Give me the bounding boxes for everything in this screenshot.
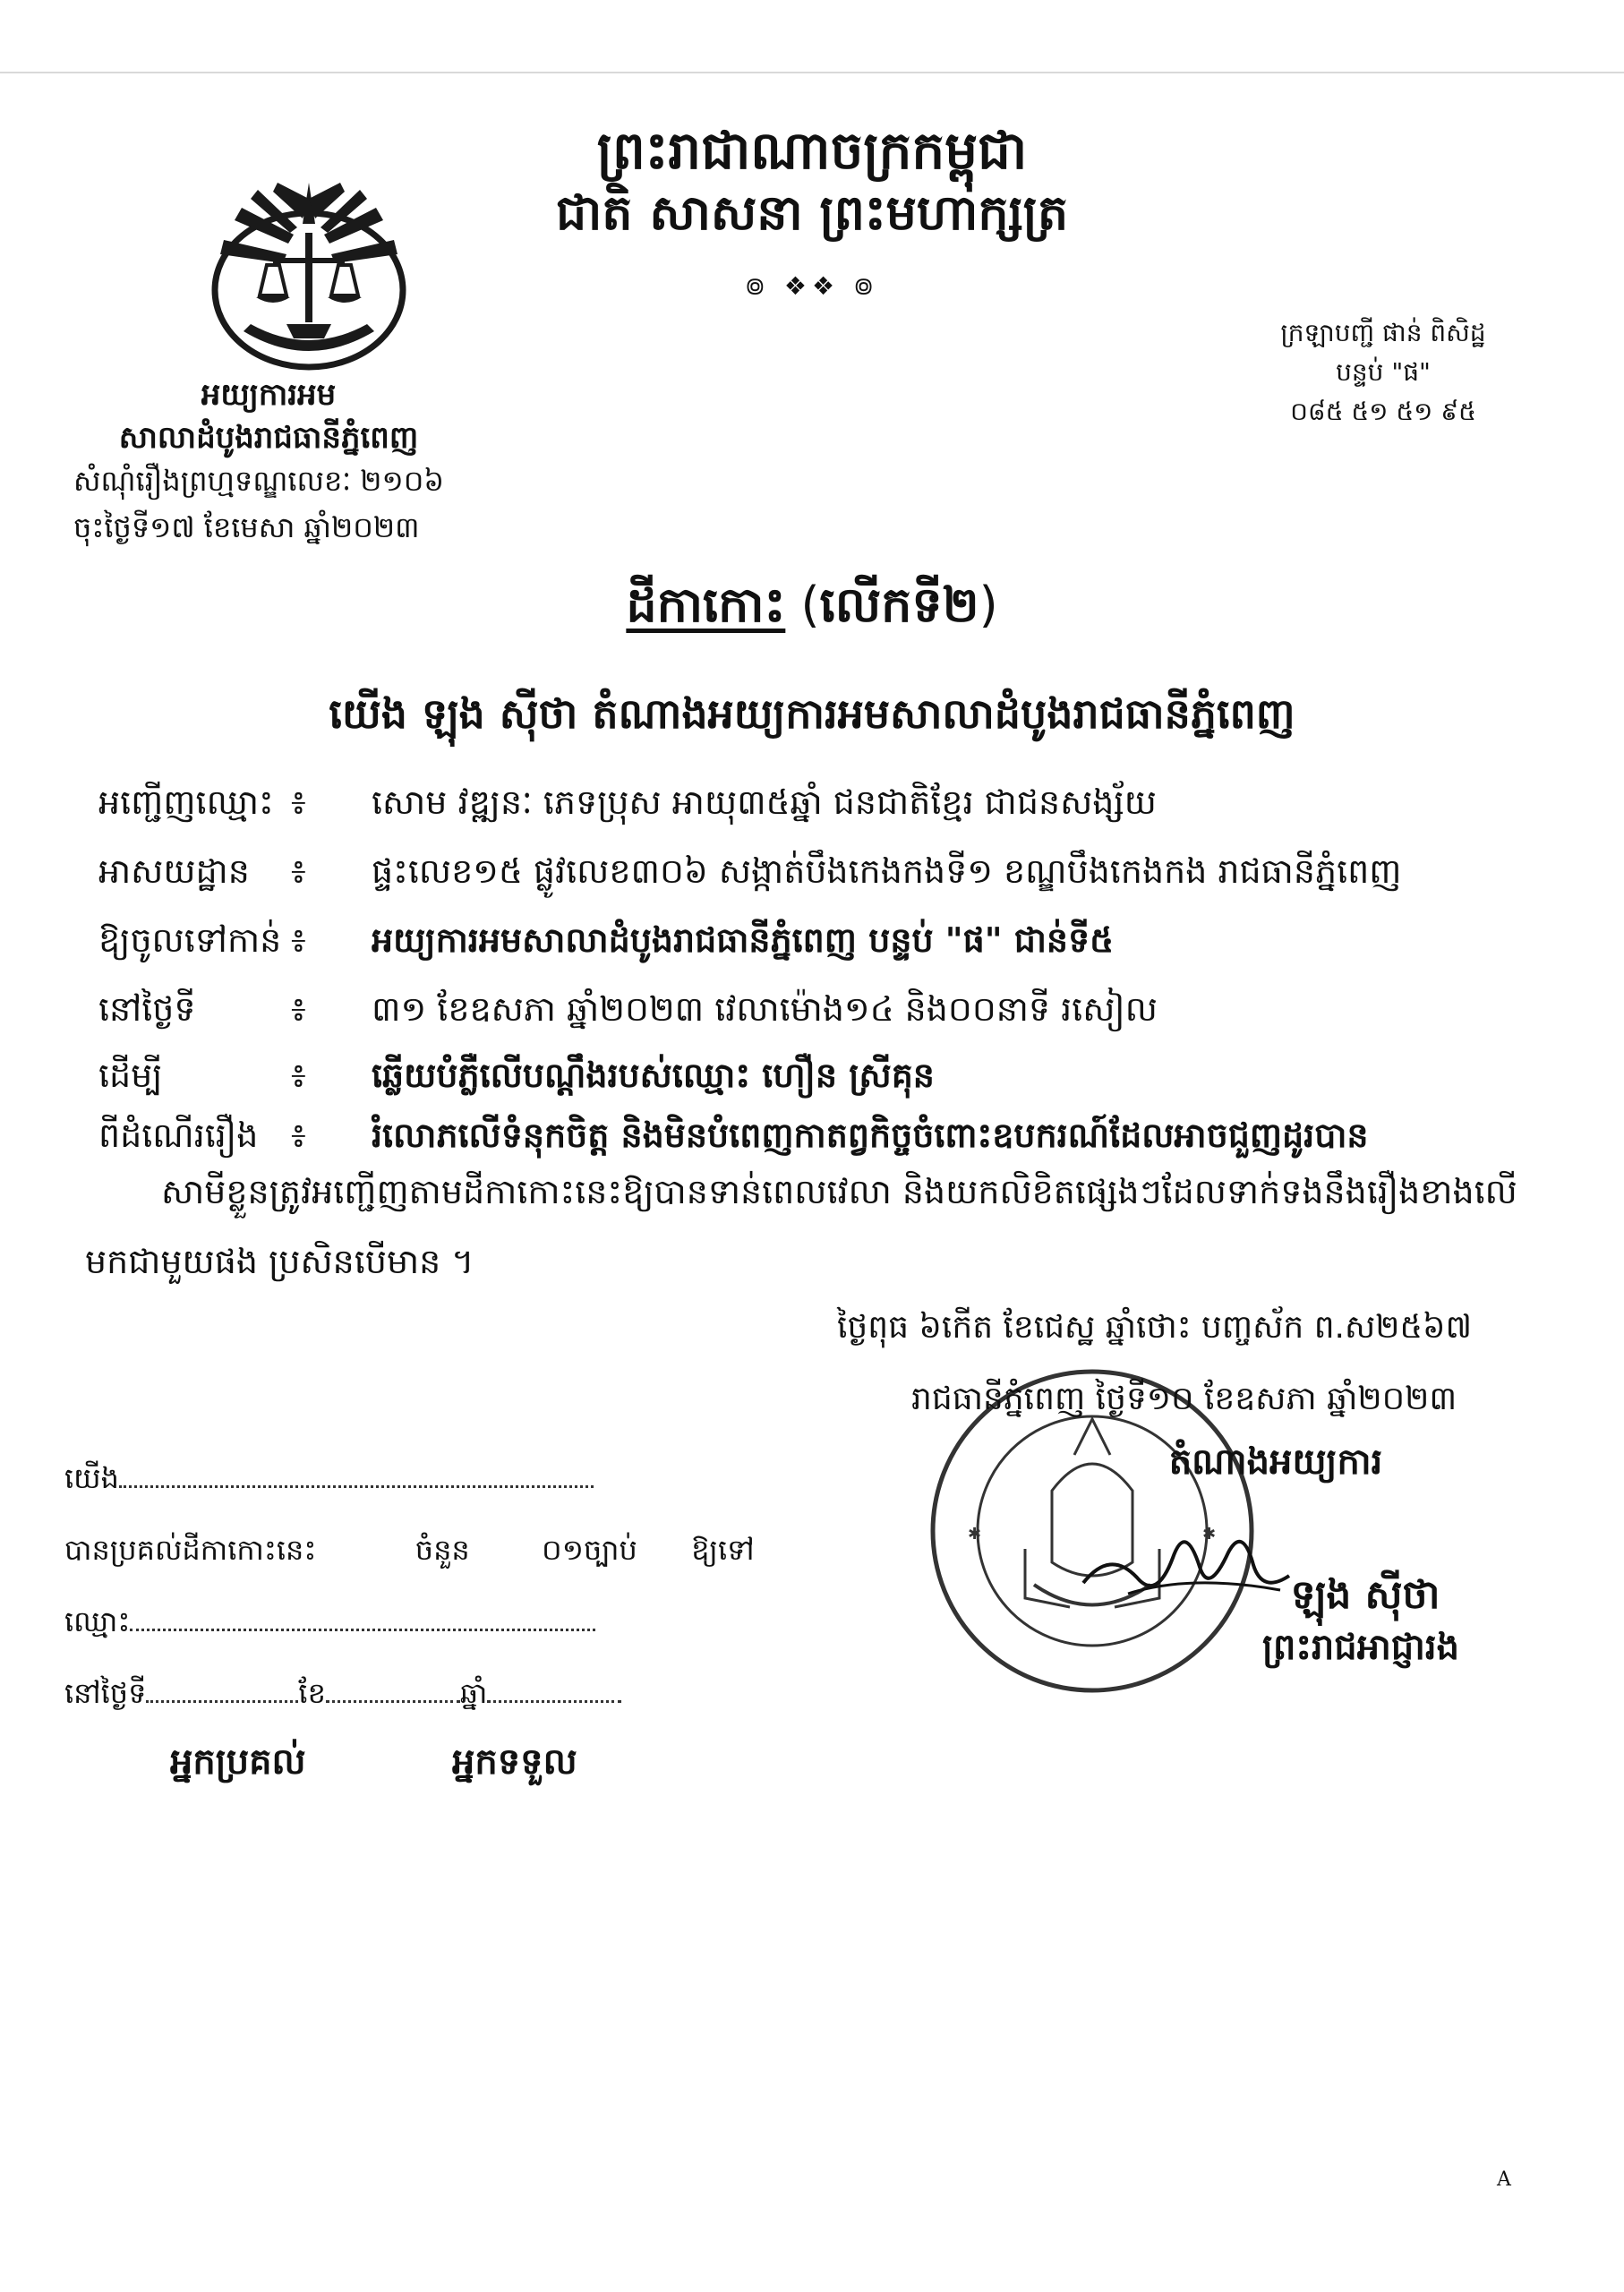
office-name-line2: សាលាដំបូងរាជធានីភ្នំពេញ bbox=[118, 420, 419, 456]
field-label: ដើម្បី bbox=[98, 1056, 163, 1095]
receipt-month-label: ខែ bbox=[298, 1676, 326, 1710]
signer-role: ព្រះរាជអាជ្ញារង bbox=[1262, 1627, 1459, 1668]
signing-date: រាជធានីភ្នំពេញ ថ្ងៃទី១០ ខែឧសភា ឆ្នាំ២០២៣ bbox=[911, 1381, 1457, 1417]
field-row-date bbox=[0, 981, 1624, 1044]
receipt-to-label: ឱ្យទៅ bbox=[691, 1533, 755, 1567]
court-emblem-icon bbox=[188, 172, 430, 371]
receipt-we-label: យើង bbox=[64, 1461, 119, 1495]
receipt-date-line bbox=[64, 1670, 621, 1716]
case-date: ចុះថ្ងៃទី១៧ ខែមេសា ឆ្នាំ២០២៣ bbox=[73, 510, 420, 544]
field-label: អាសយដ្ឋាន bbox=[98, 851, 250, 891]
receipt-day-label: នៅថ្ងៃទី bbox=[64, 1676, 147, 1710]
instruction-line2: មកជាមួយផង ប្រសិនបើមាន ។ bbox=[85, 1242, 474, 1281]
kingdom-title: ព្រះរាជាណាចក្រកម្ពុជា bbox=[596, 120, 1028, 181]
field-colon: ៖ bbox=[291, 989, 306, 1029]
field-row-case bbox=[0, 1108, 1624, 1170]
receipt-count-label: ចំនួន bbox=[415, 1533, 470, 1567]
receipt-we-blank[interactable] bbox=[119, 1458, 594, 1488]
title-close-paren: ) bbox=[979, 577, 998, 633]
field-colon: ៖ bbox=[291, 1116, 306, 1155]
receipt-year-blank[interactable] bbox=[487, 1673, 621, 1703]
receipt-count-value: ០១ច្បាប់ bbox=[542, 1533, 637, 1567]
title-open-paren: ( bbox=[800, 577, 820, 633]
scan-edge-line bbox=[0, 72, 1624, 73]
receipt-name-line bbox=[64, 1598, 595, 1645]
field-value: អយ្យការអមសាលាដំបូងរាជធានីភ្នំពេញ បន្ទប់ "ផ" ជាន់ទី៥ bbox=[372, 920, 1115, 960]
signer-name: ឡុង ស៊ីថា bbox=[1290, 1572, 1440, 1618]
field-colon: ៖ bbox=[291, 1056, 306, 1095]
field-row-destination bbox=[0, 912, 1624, 975]
page-mark: A bbox=[1497, 2168, 1511, 2191]
field-value: ឆ្លើយបំភ្លឺលើបណ្តឹងរបស់ឈ្មោះ ហឿន ស្រីគុន bbox=[372, 1056, 935, 1095]
svg-text:✱: ✱ bbox=[1202, 1525, 1217, 1544]
clerk-name: ក្រឡាបញ្ជី ផាន់ ពិសិដ្ឋ bbox=[1280, 318, 1486, 347]
field-value: ៣១ ខែឧសភា ឆ្នាំ២០២៣ វេលាម៉ោង១៤ និង០០នាទី រសៀល bbox=[372, 989, 1158, 1029]
title-round: លើកទី២ bbox=[819, 577, 979, 633]
receipt-month-blank[interactable] bbox=[326, 1673, 460, 1703]
document-title bbox=[0, 573, 1624, 637]
field-label: នៅថ្ងៃទី bbox=[98, 989, 196, 1029]
field-colon: ៖ bbox=[291, 920, 306, 960]
instruction-line1: សាមីខ្លួនត្រូវអញ្ជើញតាមដីកាកោះនេះឱ្យបានទាន់ពេលវេលា និងយកលិខិតផ្សេងៗដែលទាក់ទងនឹងរឿងខាងលើ bbox=[161, 1172, 1517, 1211]
receipt-day-blank[interactable] bbox=[146, 1673, 298, 1703]
receipt-year-label: ឆ្នាំ bbox=[459, 1676, 488, 1710]
field-value: សោម វឌ្ឍនៈ ភេទប្រុស អាយុ៣៥ឆ្នាំ ជនជាតិខ្មែរ ជាជនសង្ស័យ bbox=[372, 783, 1157, 822]
receipt-delivered-label: បានប្រគល់ដីកាកោះនេះ bbox=[64, 1533, 317, 1567]
field-row-address bbox=[0, 843, 1624, 906]
field-row-name bbox=[0, 774, 1624, 837]
giver-label: អ្នកប្រគល់ bbox=[170, 1741, 306, 1783]
receipt-we-line bbox=[64, 1455, 594, 1501]
clerk-phone: ០៨៥ ៥១ ៥១ ៩៥ bbox=[1290, 397, 1476, 426]
field-colon: ៖ bbox=[291, 851, 306, 891]
field-value: ផ្ទះលេខ១៥ ផ្លូវលេខ៣០៦ សង្កាត់បឹងកេងកងទី១ ខណ្ឌបឹងកេងកង រាជធានីភ្នំពេញ bbox=[372, 851, 1402, 891]
field-value: រំលោភលើទំនុកចិត្ត និងមិនបំពេញកាតព្វកិច្ចចំពោះឧបករណ៍ដែលអាចជួញដូរបាន bbox=[372, 1116, 1369, 1155]
case-number: សំណុំរឿងព្រហ្មទណ្ឌលេខៈ ២១០៦ bbox=[73, 464, 444, 498]
issuer-heading: យើង ឡុង ស៊ីថា តំណាងអយ្យការអមសាលាដំបូងរាជធានីភ្នំពេញ bbox=[329, 689, 1295, 738]
receipt-delivered-line bbox=[64, 1527, 755, 1573]
field-colon: ៖ bbox=[291, 783, 306, 822]
receiver-label: អ្នកទទួល bbox=[452, 1741, 577, 1783]
office-name-line1: អយ្យការអម bbox=[201, 377, 337, 413]
svg-text:✱: ✱ bbox=[968, 1525, 982, 1544]
field-row-purpose bbox=[0, 1048, 1624, 1110]
lunar-date: ថ្ងៃពុធ ៦កើត ខែជេស្ឋ ឆ្នាំថោះ បញ្ចស័ក ព.ស២៥៦៧ bbox=[837, 1309, 1473, 1346]
signer-title: តំណាងអយ្យការ bbox=[1168, 1441, 1383, 1483]
field-label: ឱ្យចូលទៅកាន់ bbox=[98, 920, 282, 960]
field-label: ពីដំណើររឿង bbox=[98, 1116, 259, 1155]
national-motto: ជាតិ សាសនា ព្រះមហាក្សត្រ bbox=[555, 184, 1069, 241]
clerk-room: បន្ទប់ "ផ" bbox=[1336, 357, 1431, 387]
receipt-name-blank[interactable] bbox=[130, 1602, 595, 1631]
receipt-name-label: ឈ្មោះ bbox=[64, 1604, 131, 1638]
title-main: ដីកាកោះ bbox=[626, 577, 786, 633]
field-label: អញ្ជើញឈ្មោះ bbox=[98, 783, 274, 822]
header-ornament: ៙ ❖❖ ៙ bbox=[744, 271, 880, 301]
